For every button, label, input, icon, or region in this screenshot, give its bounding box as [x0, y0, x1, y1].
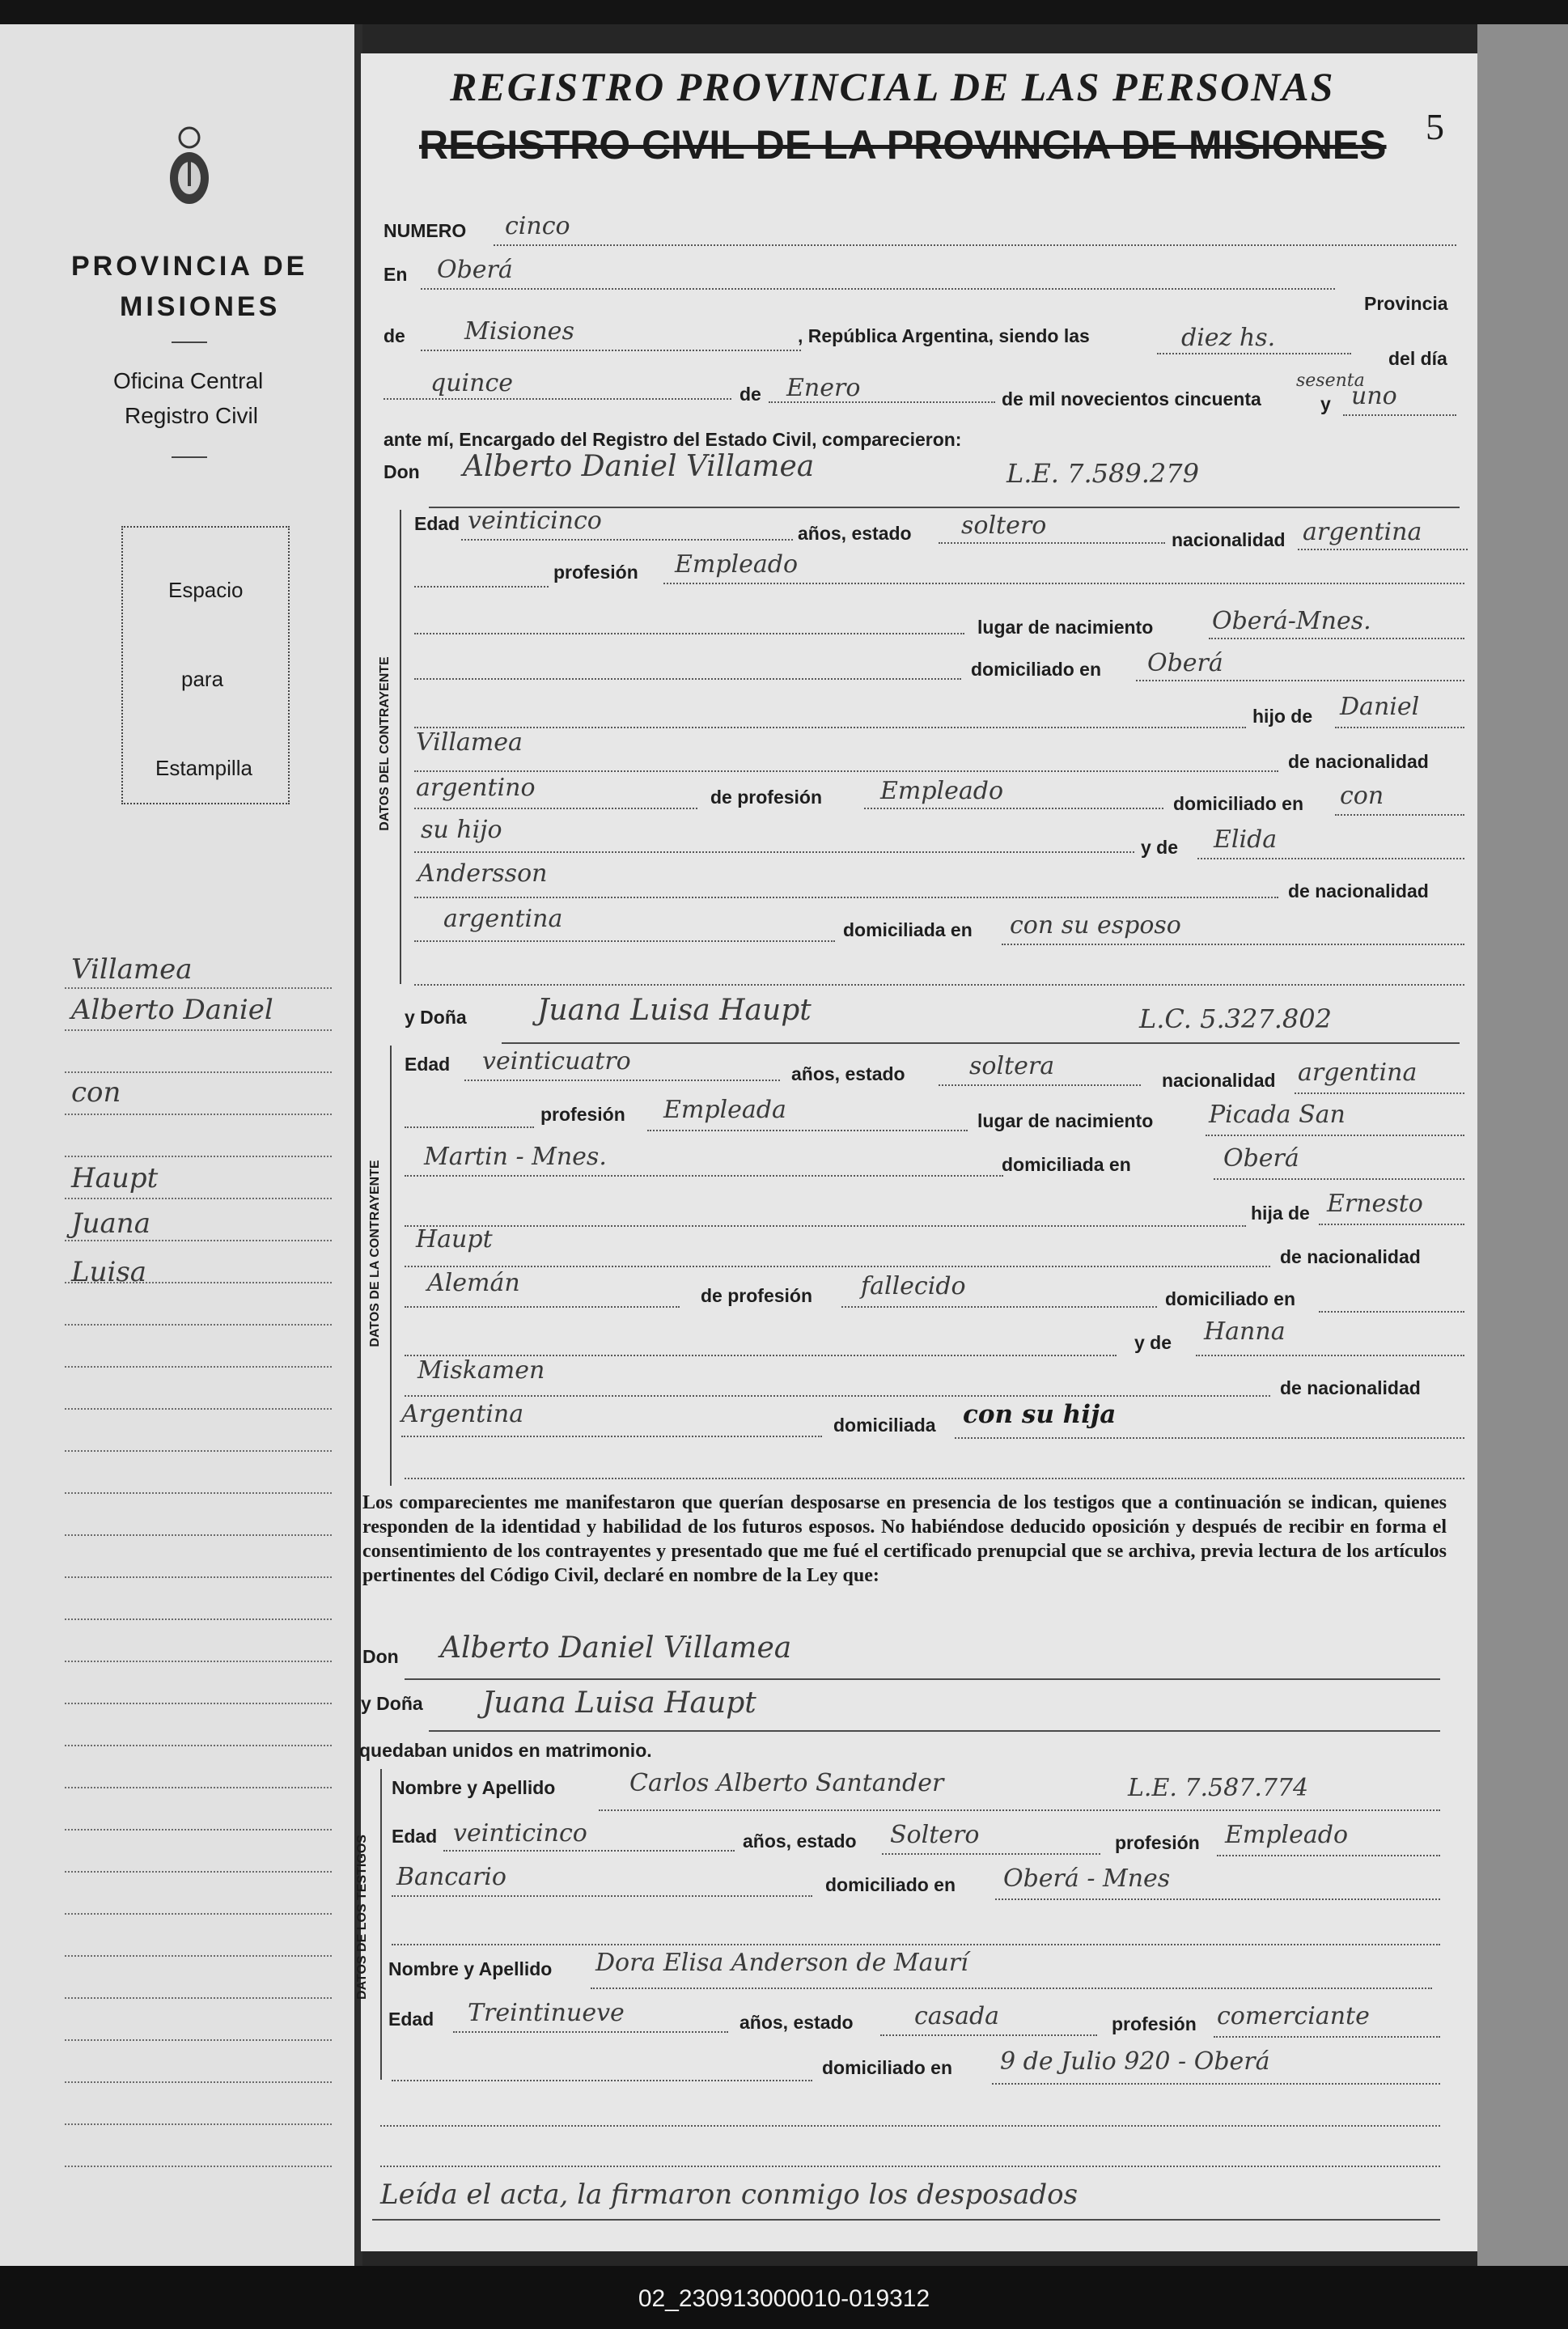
- divider: [172, 342, 207, 343]
- rule-line: [992, 2083, 1440, 2085]
- rule-line: [414, 940, 835, 942]
- witness2-profession: comerciante: [1217, 2002, 1370, 2030]
- de-label: de: [384, 325, 405, 346]
- rule-line: [414, 586, 549, 588]
- groom-mother-residence: con su esposo: [1010, 911, 1181, 940]
- rule-line: [65, 2166, 332, 2167]
- numero-value: cinco: [505, 212, 570, 240]
- rule-line: [464, 1080, 780, 1081]
- stamp-label-2: para: [181, 667, 224, 691]
- rule-line: [390, 1046, 392, 1486]
- rule-line: [1295, 1092, 1464, 1094]
- stamp-label-1: Espacio: [168, 578, 244, 602]
- bride-mother-residence: con su hija: [963, 1400, 1117, 1429]
- rule-line: [65, 1156, 332, 1157]
- groom-father-1: Daniel: [1340, 693, 1420, 721]
- rule-line: [1214, 2036, 1440, 2038]
- provincia-value: Misiones: [464, 317, 574, 346]
- rule-line: [882, 1853, 1100, 1855]
- anio-suffix: y: [1320, 393, 1331, 414]
- background-edge: [1477, 24, 1568, 2266]
- anio-label: de mil novecientos cincuenta: [1002, 388, 1261, 409]
- bride-age: veinticuatro: [482, 1047, 631, 1075]
- bride-mother-nationality: Argentina: [401, 1400, 524, 1428]
- rule-line: [1298, 549, 1468, 550]
- closing-line: Leída el acta, la firmaron conmigo los desposados: [380, 2178, 1079, 2211]
- rule-line: [429, 1730, 1440, 1732]
- rule-line: [841, 1306, 1157, 1308]
- bride-father-profession: fallecido: [861, 1272, 966, 1300]
- witness1-age: veinticinco: [453, 1819, 587, 1848]
- don-label: Don: [362, 1646, 399, 1667]
- struck-title: REGISTRO CIVIL DE LA PROVINCIA DE MISIONES: [419, 122, 1387, 168]
- don-document: L.E. 7.589.279: [1006, 458, 1199, 489]
- anos-estado-label: años, estado: [791, 1063, 905, 1084]
- rule-line: [65, 2039, 332, 2041]
- en-value: Oberá: [437, 256, 513, 284]
- witness2-age: Treintinueve: [468, 1999, 625, 2027]
- rule-line: [405, 1306, 680, 1308]
- bride-status: soltera: [969, 1052, 1055, 1080]
- rule-line: [392, 2080, 812, 2081]
- rule-line: [65, 1450, 332, 1452]
- rule-line: [65, 1829, 332, 1831]
- rule-line: [405, 1478, 1464, 1479]
- register-title: REGISTRO PROVINCIAL DE LAS PERSONAS: [450, 64, 1335, 109]
- rule-line: [65, 1408, 332, 1410]
- rule-line: [939, 1084, 1141, 1086]
- y-de-label: y de: [1141, 837, 1179, 858]
- mes-value: Enero: [786, 374, 861, 402]
- witness1-document: L.E. 7.587.774: [1128, 1774, 1309, 1802]
- rule-line: [65, 1913, 332, 1915]
- groom-father-profession: Empleado: [880, 777, 1004, 805]
- rule-line: [443, 1850, 735, 1852]
- rule-line: [414, 851, 1134, 853]
- profesion-label: profesión: [540, 1104, 625, 1125]
- don-label: Don: [384, 461, 420, 482]
- rule-line: [591, 1987, 1432, 1989]
- dia-value: quince: [430, 369, 513, 397]
- margin-note: Luisa: [71, 1256, 147, 1288]
- bride-birthplace-1: Picada San: [1209, 1101, 1346, 1129]
- rule-line: [414, 727, 1246, 728]
- declared-bride: Juana Luisa Haupt: [482, 1686, 756, 1720]
- groom-father-residence-2: su hijo: [421, 816, 502, 844]
- rule-line: [405, 1266, 1270, 1267]
- anos-estado-label: años, estado: [740, 2012, 854, 2033]
- side-label-bride: DATOS DE LA CONTRAYENTE: [368, 1160, 382, 1347]
- rule-line: [405, 1395, 1270, 1397]
- witness2-name: Dora Elisa Anderson de Maurí: [595, 1949, 968, 1977]
- rule-line: [405, 1678, 1440, 1680]
- rule-line: [372, 2219, 1440, 2221]
- rule-line: [414, 633, 964, 634]
- rule-line: [405, 1126, 534, 1128]
- rule-line: [65, 1534, 332, 1536]
- rule-line: [65, 2081, 332, 2083]
- declared-groom: Alberto Daniel Villamea: [440, 1631, 792, 1665]
- groom-nationality: argentina: [1303, 518, 1422, 546]
- groom-father-nationality: argentino: [416, 774, 536, 802]
- rule-line: [65, 1955, 332, 1957]
- rule-line: [401, 1436, 822, 1437]
- stamp-box: [121, 526, 290, 804]
- bride-father-nationality: Alemán: [427, 1269, 520, 1297]
- rule-line: [1214, 1178, 1464, 1180]
- rule-line: [955, 1437, 1464, 1439]
- nacionalidad-label: nacionalidad: [1172, 529, 1286, 550]
- rule-line: [392, 1895, 812, 1897]
- de2-label: de: [740, 384, 761, 405]
- domiciliado-label: domiciliado en: [822, 2057, 953, 2078]
- hijo-label: hijo de: [1252, 706, 1313, 727]
- declaration-paragraph: Los comparecientes me manifestaron que querían desposarse en presencia de los testigos que a continuación se indican, quienes responden de la identidad y habilidad de los futuros esposos. No habiéndose deducido oposición y después de recibir en forma el consentimiento de los contrayentes y presentado que me fué el certificado prenupcial que se archiva, previa lectura de los artículos pertinentes del Código Civil, declaré en nombre de la Ley que:: [362, 1492, 1447, 1586]
- rule-line: [414, 770, 1278, 772]
- rule-line: [65, 2123, 332, 2125]
- edad-label: Edad: [392, 1826, 438, 1847]
- rule-line: [663, 583, 1464, 584]
- hora-value: diez hs.: [1181, 324, 1276, 352]
- rule-line: [384, 398, 731, 400]
- profesion-label: profesión: [1112, 2013, 1197, 2034]
- rule-line: [1335, 814, 1464, 816]
- nacionalidad-label: nacionalidad: [1162, 1070, 1276, 1091]
- rule-line: [1002, 944, 1464, 945]
- rule-line: [1319, 1224, 1464, 1225]
- province-name: MISIONES: [120, 291, 281, 322]
- domiciliada-label: domiciliada: [833, 1415, 936, 1436]
- edad-label: Edad: [405, 1054, 451, 1075]
- margin-note: Juana: [71, 1207, 150, 1240]
- rule-line: [65, 1997, 332, 1999]
- rule-line: [647, 1130, 968, 1131]
- edad-label: Edad: [414, 513, 460, 534]
- office-line-2: Registro Civil: [125, 403, 258, 428]
- rule-line: [65, 1029, 332, 1031]
- rule-line: [414, 984, 1464, 986]
- bride-profession: Empleada: [663, 1096, 786, 1124]
- anio-correction: sesenta: [1296, 371, 1365, 391]
- domiciliada-label: domiciliada en: [843, 919, 973, 940]
- groom-mother-2: Andersson: [417, 859, 548, 888]
- dona-label: y Doña: [405, 1007, 467, 1028]
- provincia-label: Provincia: [1364, 293, 1448, 314]
- bride-name: Juana Luisa Haupt: [537, 994, 812, 1027]
- bride-birthplace-2: Martin - Mnes.: [424, 1143, 607, 1171]
- rule-line: [65, 1282, 332, 1283]
- rule-line: [65, 1745, 332, 1746]
- hija-label: hija de: [1251, 1203, 1310, 1224]
- image-id: 02_230913000010-019312: [638, 2285, 930, 2312]
- rule-line: [421, 288, 1335, 290]
- rule-line: [1319, 1311, 1464, 1313]
- domiciliado-label: domiciliado en: [971, 659, 1102, 680]
- groom-mother-1: Elida: [1214, 825, 1278, 854]
- en-label: En: [384, 264, 408, 285]
- lugar-label: lugar de nacimiento: [977, 1110, 1154, 1131]
- groom-birthplace: Oberá-Mnes.: [1212, 607, 1371, 635]
- rule-line: [65, 1198, 332, 1199]
- page-number: 5: [1426, 106, 1444, 147]
- rule-line: [65, 1618, 332, 1620]
- scanned-register-page: [0, 24, 1568, 2266]
- republica-text: , República Argentina, siendo las: [798, 325, 1090, 346]
- rule-line: [65, 1703, 332, 1704]
- de-nac-label: de nacionalidad: [1280, 1377, 1421, 1398]
- rule-line: [494, 244, 1456, 246]
- rule-line: [65, 1114, 332, 1115]
- profesion-label: profesión: [553, 562, 638, 583]
- domiciliada-label: domiciliada en: [1002, 1154, 1131, 1175]
- rule-line: [1217, 1855, 1440, 1856]
- divider: [172, 456, 207, 458]
- dom-en-label: domiciliado en: [1165, 1288, 1296, 1309]
- rule-line: [65, 987, 332, 989]
- de-prof-label: de profesión: [701, 1285, 813, 1306]
- profesion-label: profesión: [1115, 1832, 1200, 1853]
- witness1-status: Soltero: [890, 1821, 980, 1849]
- ante-text: ante mí, Encargado del Registro del Estado Civil, comparecieron:: [384, 429, 962, 450]
- rule-line: [1335, 727, 1464, 728]
- anio-value: uno: [1351, 382, 1397, 410]
- margin-note: Alberto Daniel: [71, 994, 273, 1026]
- side-label-witnesses: DATOS DE LOS TESTIGOS: [355, 1835, 369, 2000]
- rule-line: [995, 1898, 1440, 1900]
- rule-line: [380, 2125, 1440, 2127]
- rule-line: [461, 539, 793, 541]
- rule-line: [65, 1324, 332, 1326]
- edad-label: Edad: [388, 2009, 434, 2030]
- rule-line: [414, 808, 697, 809]
- rule-line: [864, 808, 1163, 809]
- groom-mother-nationality: argentina: [443, 905, 563, 933]
- dona-label: y Doña: [361, 1693, 423, 1714]
- rule-line: [599, 1809, 1440, 1811]
- groom-age: veinticinco: [468, 507, 602, 535]
- de-prof-label: de profesión: [710, 787, 823, 808]
- margin-note: Haupt: [71, 1162, 159, 1194]
- rule-line: [421, 350, 801, 351]
- groom-father-2: Villamea: [416, 728, 523, 757]
- rule-line: [1197, 858, 1464, 859]
- stamp-label-3: Estampilla: [155, 756, 252, 780]
- don-name: Alberto Daniel Villamea: [463, 450, 815, 483]
- lugar-label: lugar de nacimiento: [977, 617, 1154, 638]
- office-line-1: Oficina Central: [113, 368, 264, 393]
- rule-line: [414, 897, 1278, 898]
- witness1-profession-2: Bancario: [396, 1863, 506, 1891]
- rule-line: [880, 2034, 1097, 2036]
- rule-line: [453, 2031, 728, 2033]
- rule-line: [1206, 1135, 1464, 1136]
- groom-profession: Empleado: [675, 550, 799, 579]
- de-nac-label: de nacionalidad: [1288, 751, 1429, 772]
- bride-father-1: Ernesto: [1327, 1190, 1423, 1218]
- de-nac-label: de nacionalidad: [1280, 1246, 1421, 1267]
- rule-line: [65, 1787, 332, 1788]
- province-label: PROVINCIA DE: [71, 251, 308, 282]
- quedaban-text: quedaban unidos en matrimonio.: [359, 1740, 652, 1761]
- rule-line: [380, 1769, 382, 2080]
- rule-line: [502, 1042, 1460, 1044]
- witness2-status: casada: [914, 2002, 1000, 2030]
- witness1-name: Carlos Alberto Santander: [629, 1769, 944, 1797]
- dom-en-label: domiciliado en: [1173, 793, 1304, 814]
- groom-father-residence-1: con: [1340, 782, 1384, 810]
- rule-line: [769, 401, 995, 403]
- anos-estado-label: años, estado: [743, 1831, 857, 1852]
- groom-residence: Oberá: [1147, 649, 1223, 677]
- rule-line: [414, 678, 961, 680]
- bride-nationality: argentina: [1298, 1058, 1418, 1087]
- rule-line: [65, 1871, 332, 1873]
- rule-line: [65, 1071, 332, 1073]
- rule-line: [939, 542, 1165, 544]
- y-de-label: y de: [1134, 1332, 1172, 1353]
- nombre-label: Nombre y Apellido: [388, 1958, 553, 1979]
- bride-father-2: Haupt: [416, 1225, 493, 1254]
- rule-line: [65, 1661, 332, 1662]
- bride-mother-1: Hanna: [1204, 1317, 1286, 1346]
- anos-estado-label: años, estado: [798, 523, 912, 544]
- nombre-label: Nombre y Apellido: [392, 1777, 556, 1798]
- numero-label: NUMERO: [384, 220, 467, 241]
- domiciliado-label: domiciliado en: [825, 1874, 956, 1895]
- de-nac-label: de nacionalidad: [1288, 880, 1429, 901]
- del-dia-label: del día: [1388, 348, 1447, 369]
- rule-line: [380, 2166, 1440, 2167]
- bride-mother-2: Miskamen: [417, 1356, 545, 1385]
- rule-line: [65, 1576, 332, 1578]
- margin-note: Villamea: [71, 953, 193, 986]
- rule-line: [392, 1944, 1440, 1945]
- rule-line: [1209, 638, 1464, 639]
- rule-line: [405, 1225, 1246, 1227]
- rule-line: [65, 1240, 332, 1241]
- witness1-profession: Empleado: [1225, 1821, 1349, 1849]
- coat-of-arms-icon: [166, 121, 213, 212]
- margin-note: con: [71, 1076, 121, 1109]
- rule-line: [65, 1492, 332, 1494]
- rule-line: [65, 1366, 332, 1368]
- witness2-residence: 9 de Julio 920 - Oberá: [1000, 2047, 1270, 2076]
- rule-line: [1196, 1355, 1464, 1356]
- rule-line: [1343, 414, 1456, 416]
- groom-status: soltero: [961, 511, 1047, 540]
- bride-residence: Oberá: [1223, 1144, 1299, 1173]
- rule-line: [1136, 680, 1464, 681]
- rule-line: [400, 510, 401, 984]
- side-label-groom: DATOS DEL CONTRAYENTE: [378, 656, 392, 831]
- rule-line: [1157, 353, 1351, 354]
- left-page: [0, 24, 356, 2266]
- witness1-residence: Oberá - Mnes: [1003, 1864, 1171, 1893]
- bride-document: L.C. 5.327.802: [1139, 1003, 1332, 1034]
- rule-line: [405, 1175, 1003, 1177]
